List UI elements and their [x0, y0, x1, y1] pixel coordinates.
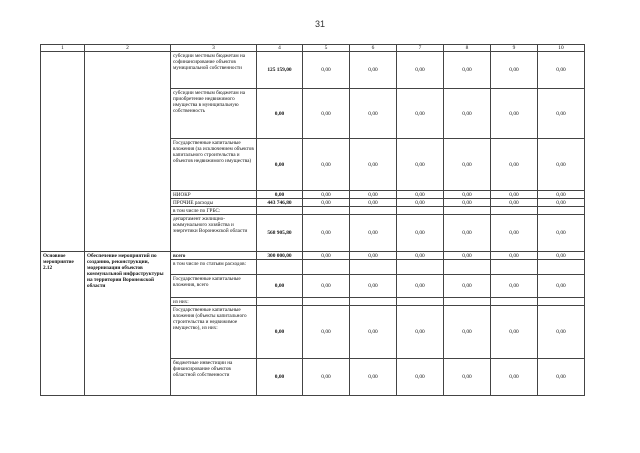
budget-table	[40, 44, 585, 396]
value-cell: 0,00	[444, 359, 491, 396]
column-header: 7	[397, 45, 444, 52]
row-description: департамент жилищно-коммунального хозяйства и энергетики Воронежской области	[171, 215, 257, 252]
value-cell: 0,00	[350, 252, 397, 260]
value-cell: 0,00	[303, 89, 350, 139]
value-cell: 0,00	[491, 252, 538, 260]
value-cell: 0,00	[397, 139, 444, 191]
value-cell	[491, 207, 538, 215]
value-cell: 0,00	[444, 199, 491, 207]
value-cell: 0,00	[444, 139, 491, 191]
value-cell	[444, 298, 491, 306]
value-cell: 0,00	[257, 191, 303, 199]
value-cell: 0,00	[397, 215, 444, 252]
value-cell	[350, 298, 397, 306]
value-cell: 0,00	[538, 139, 585, 191]
row-description: Государственные капитальные вложения, всего	[171, 275, 257, 298]
value-cell: 0,00	[303, 139, 350, 191]
value-cell: 0,00	[257, 359, 303, 396]
column-header: 1	[41, 45, 85, 52]
value-cell: 0,00	[444, 215, 491, 252]
value-cell: 0,00	[397, 89, 444, 139]
empty-cell	[41, 52, 85, 252]
row-description: в том числе по ГРБС:	[171, 207, 257, 215]
value-cell: 0,00	[303, 359, 350, 396]
value-cell: 0,00	[303, 252, 350, 260]
value-cell	[303, 207, 350, 215]
value-cell: 0,00	[350, 199, 397, 207]
value-cell: 0,00	[350, 306, 397, 359]
row-description: субсидии местным бюджетам на софинансирование объектов муниципальной собственности	[171, 52, 257, 89]
value-cell: 0,00	[350, 191, 397, 199]
value-cell	[397, 260, 444, 275]
empty-cell	[85, 52, 171, 252]
value-cell: 0,00	[397, 306, 444, 359]
value-cell: 0,00	[491, 139, 538, 191]
value-cell	[491, 298, 538, 306]
value-cell	[257, 260, 303, 275]
value-cell: 0,00	[491, 306, 538, 359]
value-cell: 0,00	[538, 359, 585, 396]
value-cell: 0,00	[397, 252, 444, 260]
value-cell: 0,00	[350, 52, 397, 89]
table-row	[41, 52, 585, 89]
value-cell: 568 905,80	[257, 215, 303, 252]
value-cell	[303, 260, 350, 275]
value-cell: 0,00	[303, 52, 350, 89]
value-cell	[538, 298, 585, 306]
value-cell: 0,00	[491, 52, 538, 89]
column-header: 4	[257, 45, 303, 52]
column-header: 2	[85, 45, 171, 52]
value-cell	[444, 260, 491, 275]
value-cell: 0,00	[538, 215, 585, 252]
value-cell	[491, 260, 538, 275]
value-cell: 0,00	[257, 89, 303, 139]
value-cell: 0,00	[538, 275, 585, 298]
value-cell	[257, 298, 303, 306]
value-cell	[397, 207, 444, 215]
value-cell	[538, 207, 585, 215]
value-cell: 0,00	[444, 306, 491, 359]
row-description: в том числе по статьям расходов:	[171, 260, 257, 275]
value-cell: 0,00	[303, 275, 350, 298]
value-cell: 300 000,00	[257, 252, 303, 260]
value-cell: 0,00	[444, 275, 491, 298]
value-cell: 0,00	[538, 191, 585, 199]
value-cell: 0,00	[538, 252, 585, 260]
value-cell: 0,00	[397, 275, 444, 298]
value-cell: 0,00	[303, 306, 350, 359]
value-cell: 443 746,80	[257, 199, 303, 207]
value-cell: 0,00	[303, 215, 350, 252]
page-number: 31	[314, 19, 325, 29]
value-cell	[350, 260, 397, 275]
table-row	[41, 252, 585, 260]
value-cell: 0,00	[444, 52, 491, 89]
column-header: 10	[538, 45, 585, 52]
value-cell: 0,00	[303, 199, 350, 207]
row-description: НИОКР	[171, 191, 257, 199]
value-cell: 0,00	[444, 191, 491, 199]
value-cell: 0,00	[491, 275, 538, 298]
column-header: 5	[303, 45, 350, 52]
column-header: 9	[491, 45, 538, 52]
value-cell	[350, 207, 397, 215]
value-cell: 0,00	[350, 139, 397, 191]
table-header-row	[41, 45, 585, 52]
column-header: 8	[444, 45, 491, 52]
value-cell: 0,00	[491, 199, 538, 207]
value-cell	[444, 207, 491, 215]
value-cell: 0,00	[538, 199, 585, 207]
value-cell: 0,00	[303, 191, 350, 199]
row-description: бюджетные инвестиции на финансирование объектов областной собственности	[171, 359, 257, 396]
row-description: субсидии местным бюджетам на приобретение недвижимого имущества в муниципальную собственность	[171, 89, 257, 139]
value-cell: 0,00	[257, 275, 303, 298]
row-description: Государственные капитальные вложения (за исключением объектов капитального строительства и объектов недвижимого имущества)	[171, 139, 257, 191]
row-description: ПРОЧИЕ расходы	[171, 199, 257, 207]
value-cell: 0,00	[538, 89, 585, 139]
value-cell: 0,00	[444, 252, 491, 260]
value-cell	[257, 207, 303, 215]
value-cell: 0,00	[397, 359, 444, 396]
row-description: Государственные капитальные вложения (объекты капитального строительства и недвижимое имущество), из них:	[171, 306, 257, 359]
event-title-cell: Обеспечение мероприятий по созданию, реконструкции, модернизации объектов коммунальной инфраструктуры на территории Воронежской области	[85, 252, 171, 396]
value-cell: 0,00	[491, 89, 538, 139]
value-cell: 0,00	[397, 191, 444, 199]
row-description: всего	[171, 252, 257, 260]
value-cell: 0,00	[257, 306, 303, 359]
event-number-cell: Основное мероприятие 2.12	[41, 252, 85, 396]
value-cell: 125 159,00	[257, 52, 303, 89]
value-cell: 0,00	[444, 89, 491, 139]
value-cell: 0,00	[491, 215, 538, 252]
value-cell: 0,00	[491, 191, 538, 199]
value-cell: 0,00	[350, 215, 397, 252]
value-cell: 0,00	[538, 306, 585, 359]
value-cell: 0,00	[538, 52, 585, 89]
value-cell	[303, 298, 350, 306]
value-cell: 0,00	[397, 52, 444, 89]
value-cell: 0,00	[350, 359, 397, 396]
row-description: из них:	[171, 298, 257, 306]
column-header: 6	[350, 45, 397, 52]
value-cell: 0,00	[491, 359, 538, 396]
value-cell: 0,00	[350, 275, 397, 298]
value-cell: 0,00	[257, 139, 303, 191]
value-cell: 0,00	[397, 199, 444, 207]
value-cell	[538, 260, 585, 275]
value-cell	[397, 298, 444, 306]
value-cell: 0,00	[350, 89, 397, 139]
column-header: 3	[171, 45, 257, 52]
